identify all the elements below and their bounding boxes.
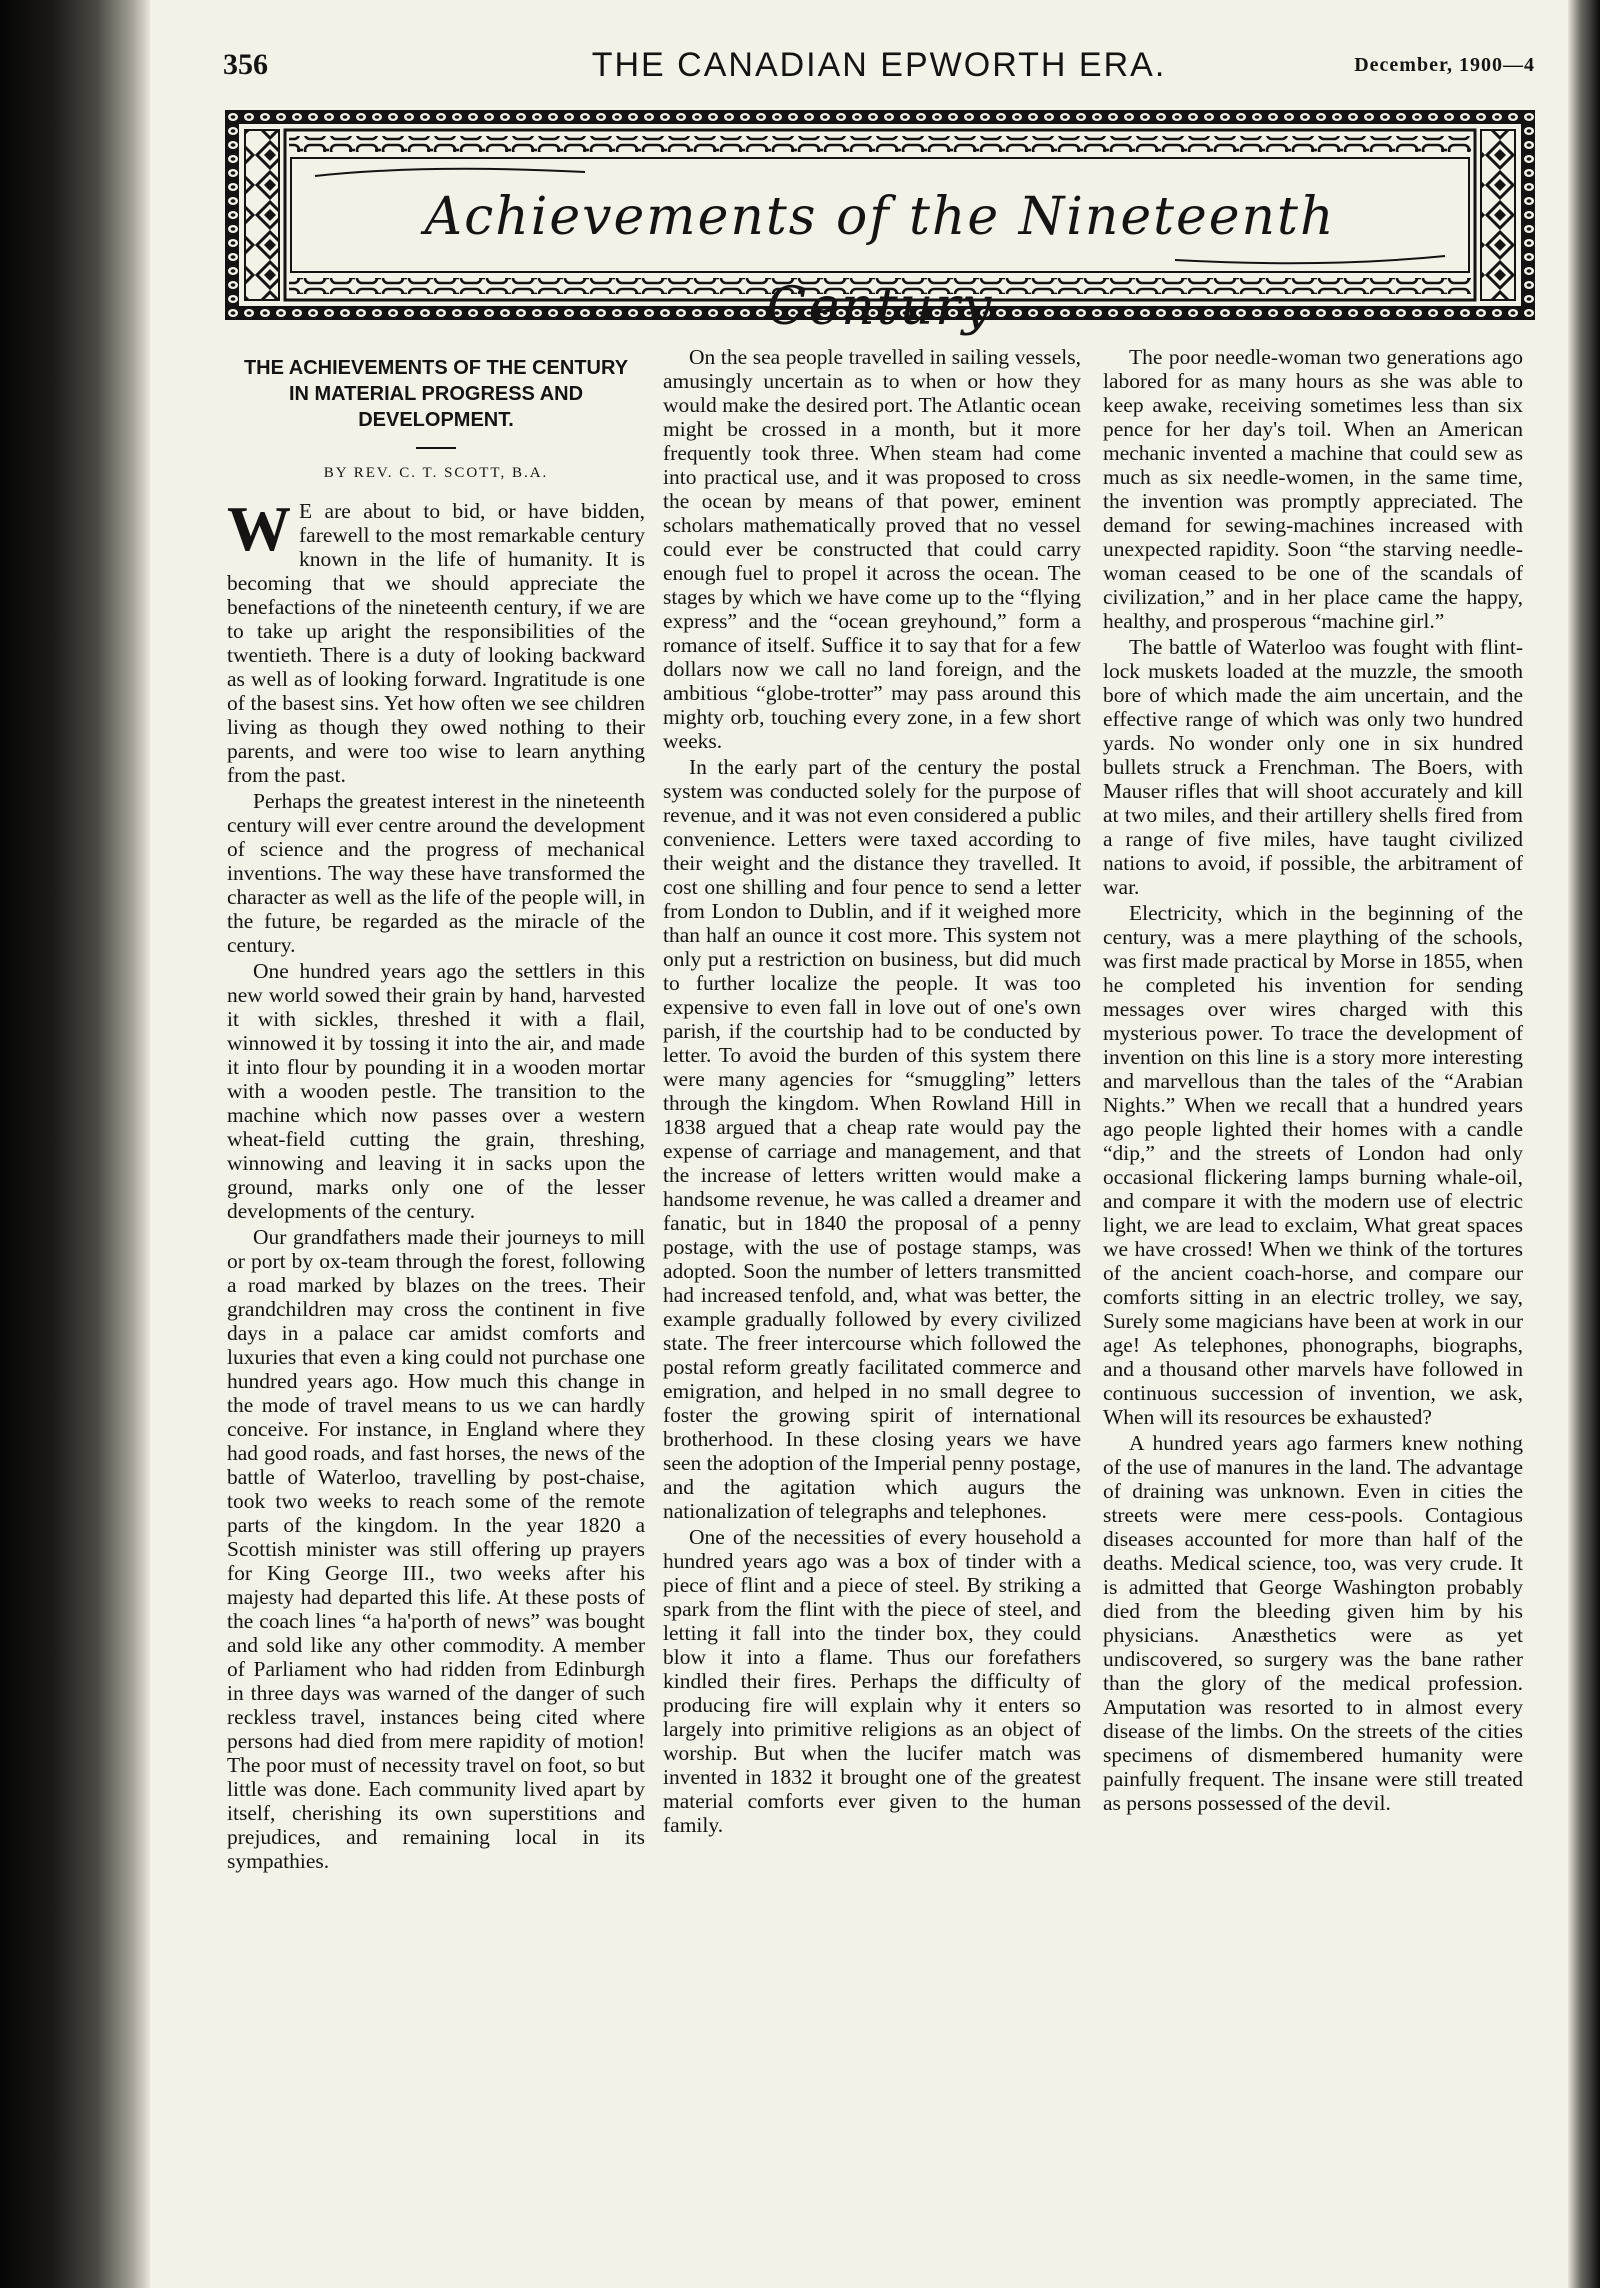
article-paragraph: The battle of Waterloo was fought with flint-lock muskets loaded at the muzzle, the smooth bore of which made the aim uncertain, and the effective range of which was only two hundred yards. No wonder only one in six hundred bullets struck a Frenchman. The Boers, with Mauser rifles that will shoot accurately and kill at two miles, and their artillery shells fired from a range of five miles, have taught civilized nations to avoid, if possible, the arbitrament of war. — [1103, 635, 1523, 899]
book-binding-shadow — [0, 0, 150, 2288]
article-paragraph: The poor needle-woman two generations ago labored for as many hours as she was able to keep awake, receiving sometimes less than six pence for her day's toil. When an American mechanic invented a machine that could sew as much as six needle-women, in the same time, the invention was promptly appreciated. The demand for sewing-machines increased with unexpected rapidity. Soon “the starving needle-woman ceased to be one of the scandals of civilization,” and in her place came the happy, healthy, and prosperous “machine girl.” — [1103, 345, 1523, 633]
article-column-3 — [1103, 345, 1523, 2145]
banner-title: Achievements of the Nineteenth Century — [424, 187, 1336, 337]
issue-date: December, 1900—4 — [1354, 54, 1535, 76]
article-paragraph: Our grandfathers made their journeys to mill or port by ox-team through the forest, following a road marked by blazes on the trees. Their grandchildren may cross the continent in five days in a palace car amidst comforts and luxuries that even a king could not purchase one hundred years ago. How much this change in the mode of travel means to us we can hardly conceive. For instance, in England where they had good roads, and fast horses, the news of the battle of Waterloo, travelling by post-chaise, took two weeks to reach some of the remote parts of the kingdom. In the year 1820 a Scottish minister was still offering up prayers for King George III., two weeks after his majesty had departed this life. At these posts of the coach lines “a ha'porth of news” was bought and sold like any other commodity. A member of Parliament who had ridden from Edinburgh in three days was warned of the danger of such reckless travel, instances being cited where persons had died from mere rapidity of motion! The poor must of necessity travel on foot, so but little was done. Each community lived apart by itself, cherishing its own superstitions and prejudices, and remaining local in its sympathies. — [227, 1225, 645, 1873]
article-column-2 — [663, 345, 1081, 2145]
article-title: THE ACHIEVEMENTS OF THE CENTURY IN MATERIAL PROGRESS AND DEVELOPMENT. — [243, 357, 629, 431]
magazine-page — [165, 0, 1550, 2288]
article-paragraph: Perhaps the greatest interest in the nineteenth century will ever centre around the development of science and the progress of mechanical inventions. The way these have transformed the character as well as the life of the people will, in the future, be regarded as the miracle of the century. — [227, 789, 645, 957]
journal-title: THE CANADIAN EPWORTH ERA. — [591, 46, 1167, 84]
article-paragraph: A hundred years ago farmers knew nothing of the use of manures in the land. The advantage of draining was unknown. Even in cities the streets were mere cess-pools. Contagious diseases accounted for more than half of the deaths. Medical science, too, was very crude. It is admitted that George Washington probably died from the bleeding given him by his physicians. Anæsthetics were as yet undiscovered, so surgery was the bane rather than the glory of the medical profession. Amputation was resorted to in almost every disease of the limbs. On the streets of the cities specimens of dismembered humanity were painfully frequent. The insane were still treated as persons possessed of the devil. — [1103, 1431, 1523, 1815]
ornamental-banner — [225, 110, 1535, 337]
article-paragraph: One hundred years ago the settlers in this new world sowed their grain by hand, harvested it with sickles, threshed it with a flail, winnowed it by tossing it into the air, and made it into flour by pounding it in a wooden mortar with a wooden pestle. The transition to the machine which now passes over a western wheat-field cutting the grain, threshing, winnowing and leaving it in sacks upon the ground, marks only one of the lesser developments of the century. — [227, 959, 645, 1223]
article-byline: BY REV. C. T. SCOTT, B.A. — [323, 465, 549, 481]
article-paragraph: On the sea people travelled in sailing vessels, amusingly uncertain as to when or how they would make the desired port. The Atlantic ocean might be crossed in a month, but it more frequently took three. When steam had come into practical use, and it was proposed to cross the ocean by means of that power, eminent scholars mathematically proved that no vessel could ever be constructed that could carry enough fuel to propel it across the ocean. The stages by which we have come up to the “flying express” and the “ocean greyhound,” form a romance of itself. Suffice it to say that for a few dollars now we call no land foreign, and the ambitious “globe-trotter” may pass around this mighty orb, touching every zone, in a few short weeks. — [663, 345, 1081, 753]
page-edge-shadow — [1568, 0, 1600, 2288]
article-paragraph: Electricity, which in the beginning of the century, was a mere plaything of the schools, was first made practical by Morse in 1855, when he completed his invention for sending messages over wires charged with this mysterious power. To trace the development of invention on this line is a story more interesting and marvellous than the tales of the “Arabian Nights.” When we recall that a hundred years ago people lighted their homes with a candle “dip,” and the streets of London had only occasional flickering lamps burning whale-oil, and compare it with the modern use of electric light, we are lead to exclaim, What great spaces we have crossed! When we think of the tortures of the ancient coach-horse, and compare our comforts sitting in an electric trolley, we say, Surely some magicians have been at work in our age! As telephones, phonographs, biographs, and a thousand other marvels have followed in continuous succession of invention, we ask, When will its resources be exhausted? — [1103, 901, 1523, 1429]
article-paragraph: One of the necessities of every household a hundred years ago was a box of tinder with a piece of flint and a piece of steel. By striking a spark from the flint with the piece of steel, and letting it fall into the tinder box, they could blow it into a flame. Thus our forefathers kindled their fires. Perhaps the difficulty of producing fire will explain why it enters so largely into primitive religions as an object of worship. But when the lucifer match was invented in 1832 it brought one of the greatest material comforts ever given to the human family. — [663, 1525, 1081, 1837]
article-paragraph: WE are about to bid, or have bidden, farewell to the most remarkable century known in the life of humanity. It is becoming that we should appreciate the benefactions of the nineteenth century, if we are to take up aright the responsibilities of the twentieth. There is a duty of looking backward as well as of looking forward. Ingratitude is one of the basest sins. Yet how often we see children living as though they owed nothing to their parents, and were too wise to learn anything from the past. — [227, 493, 645, 787]
running-header — [223, 40, 1535, 90]
title-rule — [416, 447, 456, 449]
article-paragraph: In the early part of the century the postal system was conducted solely for the purpose of revenue, and it was not even considered a public convenience. Letters were taxed according to their weight and the distance they travelled. It cost one shilling and four pence to send a letter from London to Dublin, and if it weighed more than half an ounce it cost more. This system not only put a restriction on business, but did much to further localize the people. It was too expensive to even fall in love out of one's own parish, if the courtship had to be conducted by letter. To avoid the burden of this system there were many agencies for “smuggling” letters through the kingdom. When Rowland Hill in 1838 argued that a cheap rate would pay the expense of carriage and management, and that the increase of letters written would make a handsome revenue, he was called a dreamer and fanatic, but in 1840 the proposal of a penny postage, with the use of postage stamps, was adopted. Soon the number of letters transmitted had increased tenfold, and, what was better, the example gradually followed by every civilized state. The freer intercourse which followed the postal reform greatly facilitated commerce and emigration, and helped in no small degree to foster the growing spirit of international brotherhood. In these closing years we have seen the adoption of the Imperial penny postage, and the agitation which augurs the nationalization of telegraphs and telephones. — [663, 755, 1081, 1523]
article-column-1 — [227, 345, 645, 2135]
page-number: 356 — [223, 48, 268, 81]
